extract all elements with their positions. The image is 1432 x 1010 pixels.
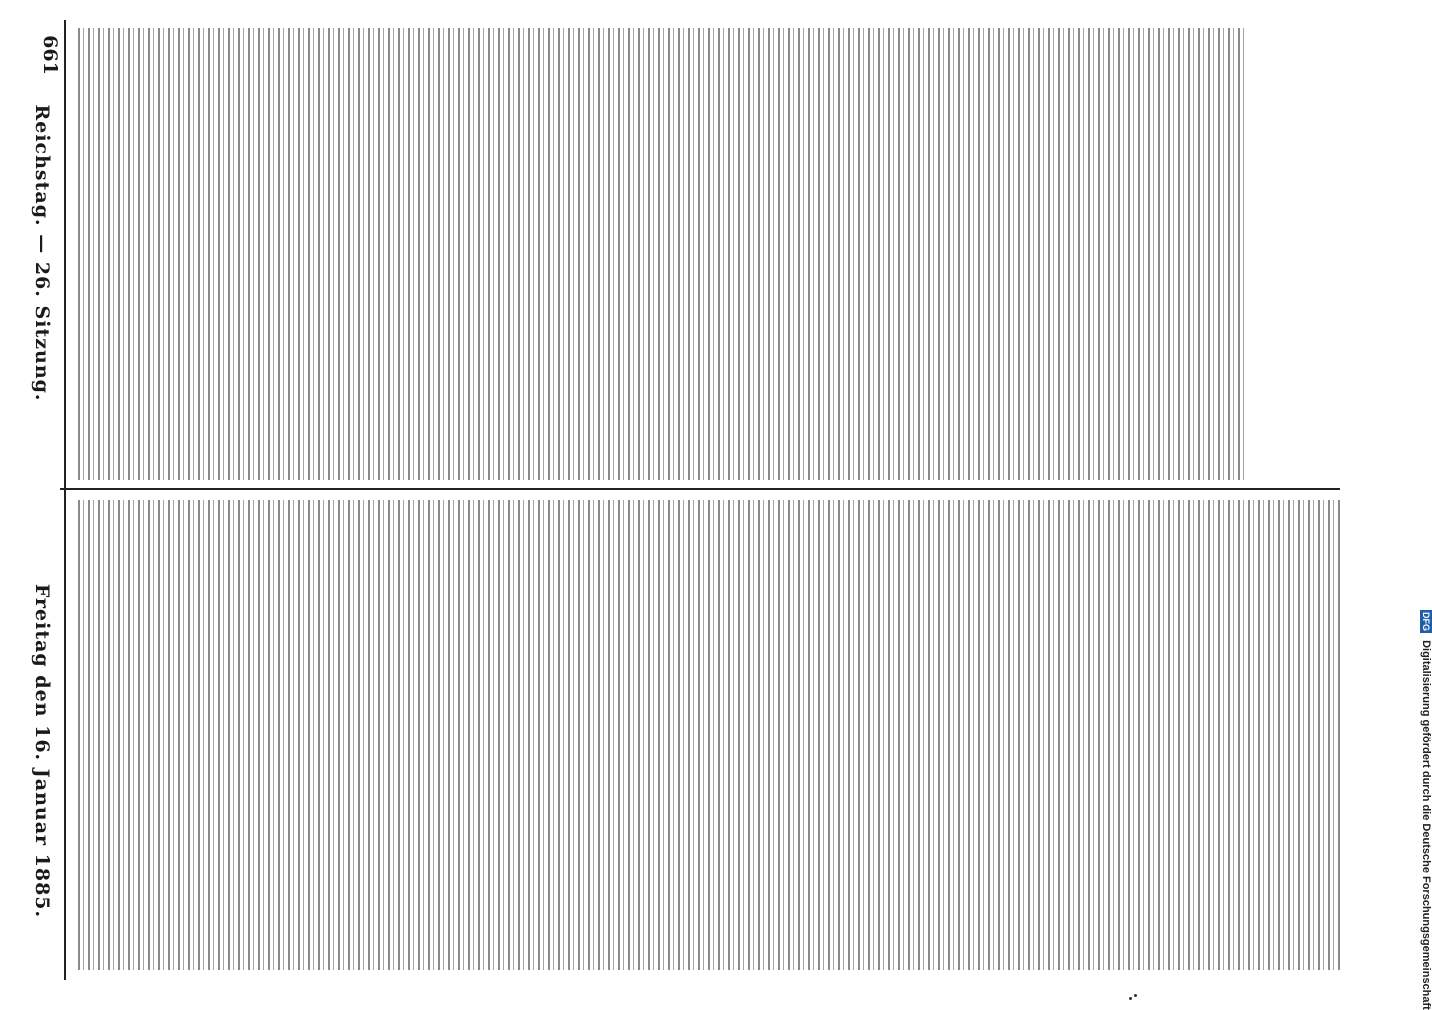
text-column-left — [78, 500, 1340, 970]
digitization-imprint — [1402, 0, 1432, 1010]
page-number: 661 — [39, 35, 61, 75]
header-rule — [64, 20, 66, 980]
text-column-right — [78, 28, 1246, 480]
scan-speck — [1134, 994, 1137, 997]
imprint-text: Digitalisierung gefördert durch die Deutsche Forschungsgemeinschaft — [1420, 640, 1432, 1010]
running-head-right: Freitag den 16. Januar 1885. — [31, 583, 53, 919]
running-head-left: Reichstag. — 26. Sitzung. — [31, 104, 53, 402]
dfg-logo: DFG — [1421, 612, 1431, 632]
column-divider — [60, 488, 1340, 490]
